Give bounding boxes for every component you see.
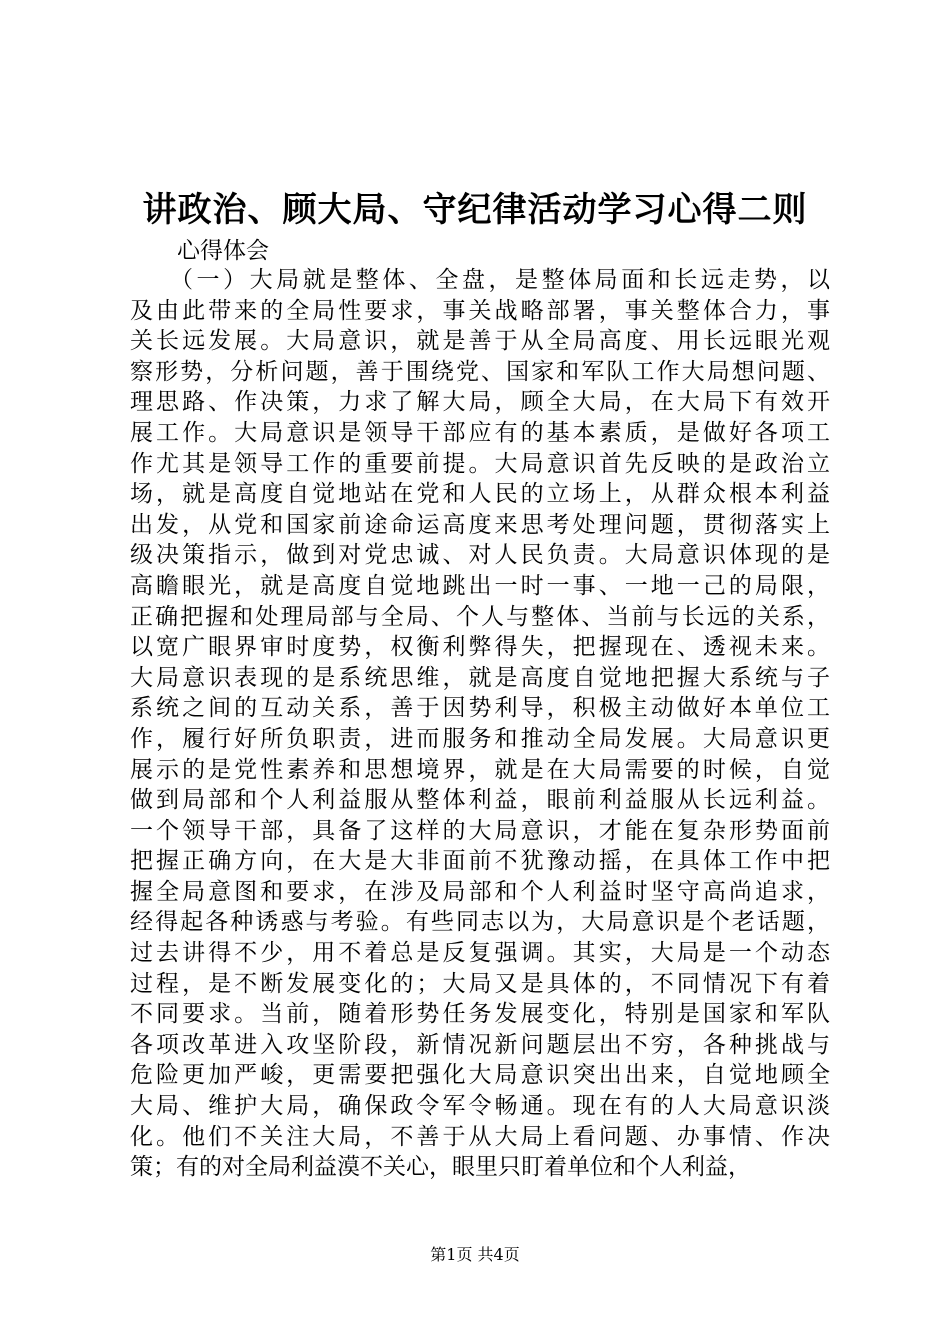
paragraph-line: 出发，从党和国家前途命运高度来思考处理问题，贯彻落实上: [130, 511, 830, 538]
paragraph-line: 策；有的对全局利益漠不关心，眼里只盯着单位和个人利益，: [130, 1154, 751, 1181]
paragraph-line: 不同要求。当前，随着形势任务发展变化，特别是国家和军队: [130, 1001, 830, 1028]
paragraph-line: 理思路、作决策，力求了解大局，顾全大局，在大局下有效开: [130, 389, 830, 416]
paragraph-line: 场，就是高度自觉地站在党和人民的立场上，从群众根本利益: [130, 481, 830, 508]
paragraph-line: 危险更加严峻，更需要把强化大局意识突出出来，自觉地顾全: [130, 1062, 830, 1089]
document-subtitle: 心得体会: [177, 238, 269, 264]
paragraph-line: 把握正确方向，在大是大非面前不犹豫动摇，在具体工作中把: [130, 848, 830, 875]
paragraph-line: 化。他们不关注大局，不善于从大局上看问题、办事情、作决: [130, 1123, 830, 1150]
paragraph-line: （一）大局就是整体、全盘，是整体局面和长远走势，以: [170, 267, 830, 293]
paragraph-line: 过程，是不断发展变化的；大局又是具体的，不同情况下有着: [130, 970, 830, 997]
paragraph-line: 大局、维护大局，确保政令军令畅通。现在有的人大局意识淡: [130, 1093, 830, 1120]
document-title: 讲政治、顾大局、守纪律活动学习心得二则: [142, 190, 808, 230]
paragraph-line: 握全局意图和要求，在涉及局部和个人利益时坚守高尚追求，: [130, 878, 830, 905]
paragraph-line: 展示的是党性素养和思想境界，就是在大局需要的时候，自觉: [130, 756, 830, 783]
paragraph-line: 关长远发展。大局意识，就是善于从全局高度、用长远眼光观: [130, 328, 830, 355]
paragraph-line: 一个领导干部，具备了这样的大局意识，才能在复杂形势面前: [130, 817, 830, 844]
paragraph-line: 做到局部和个人利益服从整体利益，眼前利益服从长远利益。: [130, 787, 830, 814]
paragraph-line: 正确把握和处理局部与全局、个人与整体、当前与长远的关系，: [130, 603, 830, 630]
paragraph-line: 以宽广眼界审时度势，权衡利弊得失，把握现在、透视未来。: [130, 634, 830, 661]
page-number: 第1页 共4页: [430, 1245, 520, 1264]
paragraph-line: 系统之间的互动关系，善于因势利导，积极主动做好本单位工: [130, 695, 830, 722]
paragraph-line: 过去讲得不少，用不着总是反复强调。其实，大局是一个动态: [130, 940, 830, 967]
paragraph-line: 及由此带来的全局性要求，事关战略部署，事关整体合力，事: [130, 297, 830, 324]
paragraph-line: 展工作。大局意识是领导干部应有的基本素质，是做好各项工: [130, 419, 830, 446]
paragraph-line: 经得起各种诱惑与考验。有些同志以为，大局意识是个老话题，: [130, 909, 830, 936]
paragraph-line: 高瞻眼光，就是高度自觉地跳出一时一事、一地一己的局限，: [130, 572, 830, 599]
paragraph-line: 各项改革进入攻坚阶段，新情况新问题层出不穷，各种挑战与: [130, 1031, 830, 1058]
paragraph-line: 级决策指示，做到对党忠诚、对人民负责。大局意识体现的是: [130, 542, 830, 569]
paragraph-line: 作，履行好所负职责，进而服务和推动全局发展。大局意识更: [130, 725, 830, 752]
body-paragraph: [130, 265, 830, 1183]
paragraph-line: 作尤其是领导工作的重要前提。大局意识首先反映的是政治立: [130, 450, 830, 477]
paragraph-line: 大局意识表现的是系统思维，就是高度自觉地把握大系统与子: [130, 664, 830, 691]
paragraph-line: 察形势，分析问题，善于围绕党、国家和军队工作大局想问题、: [130, 358, 830, 385]
